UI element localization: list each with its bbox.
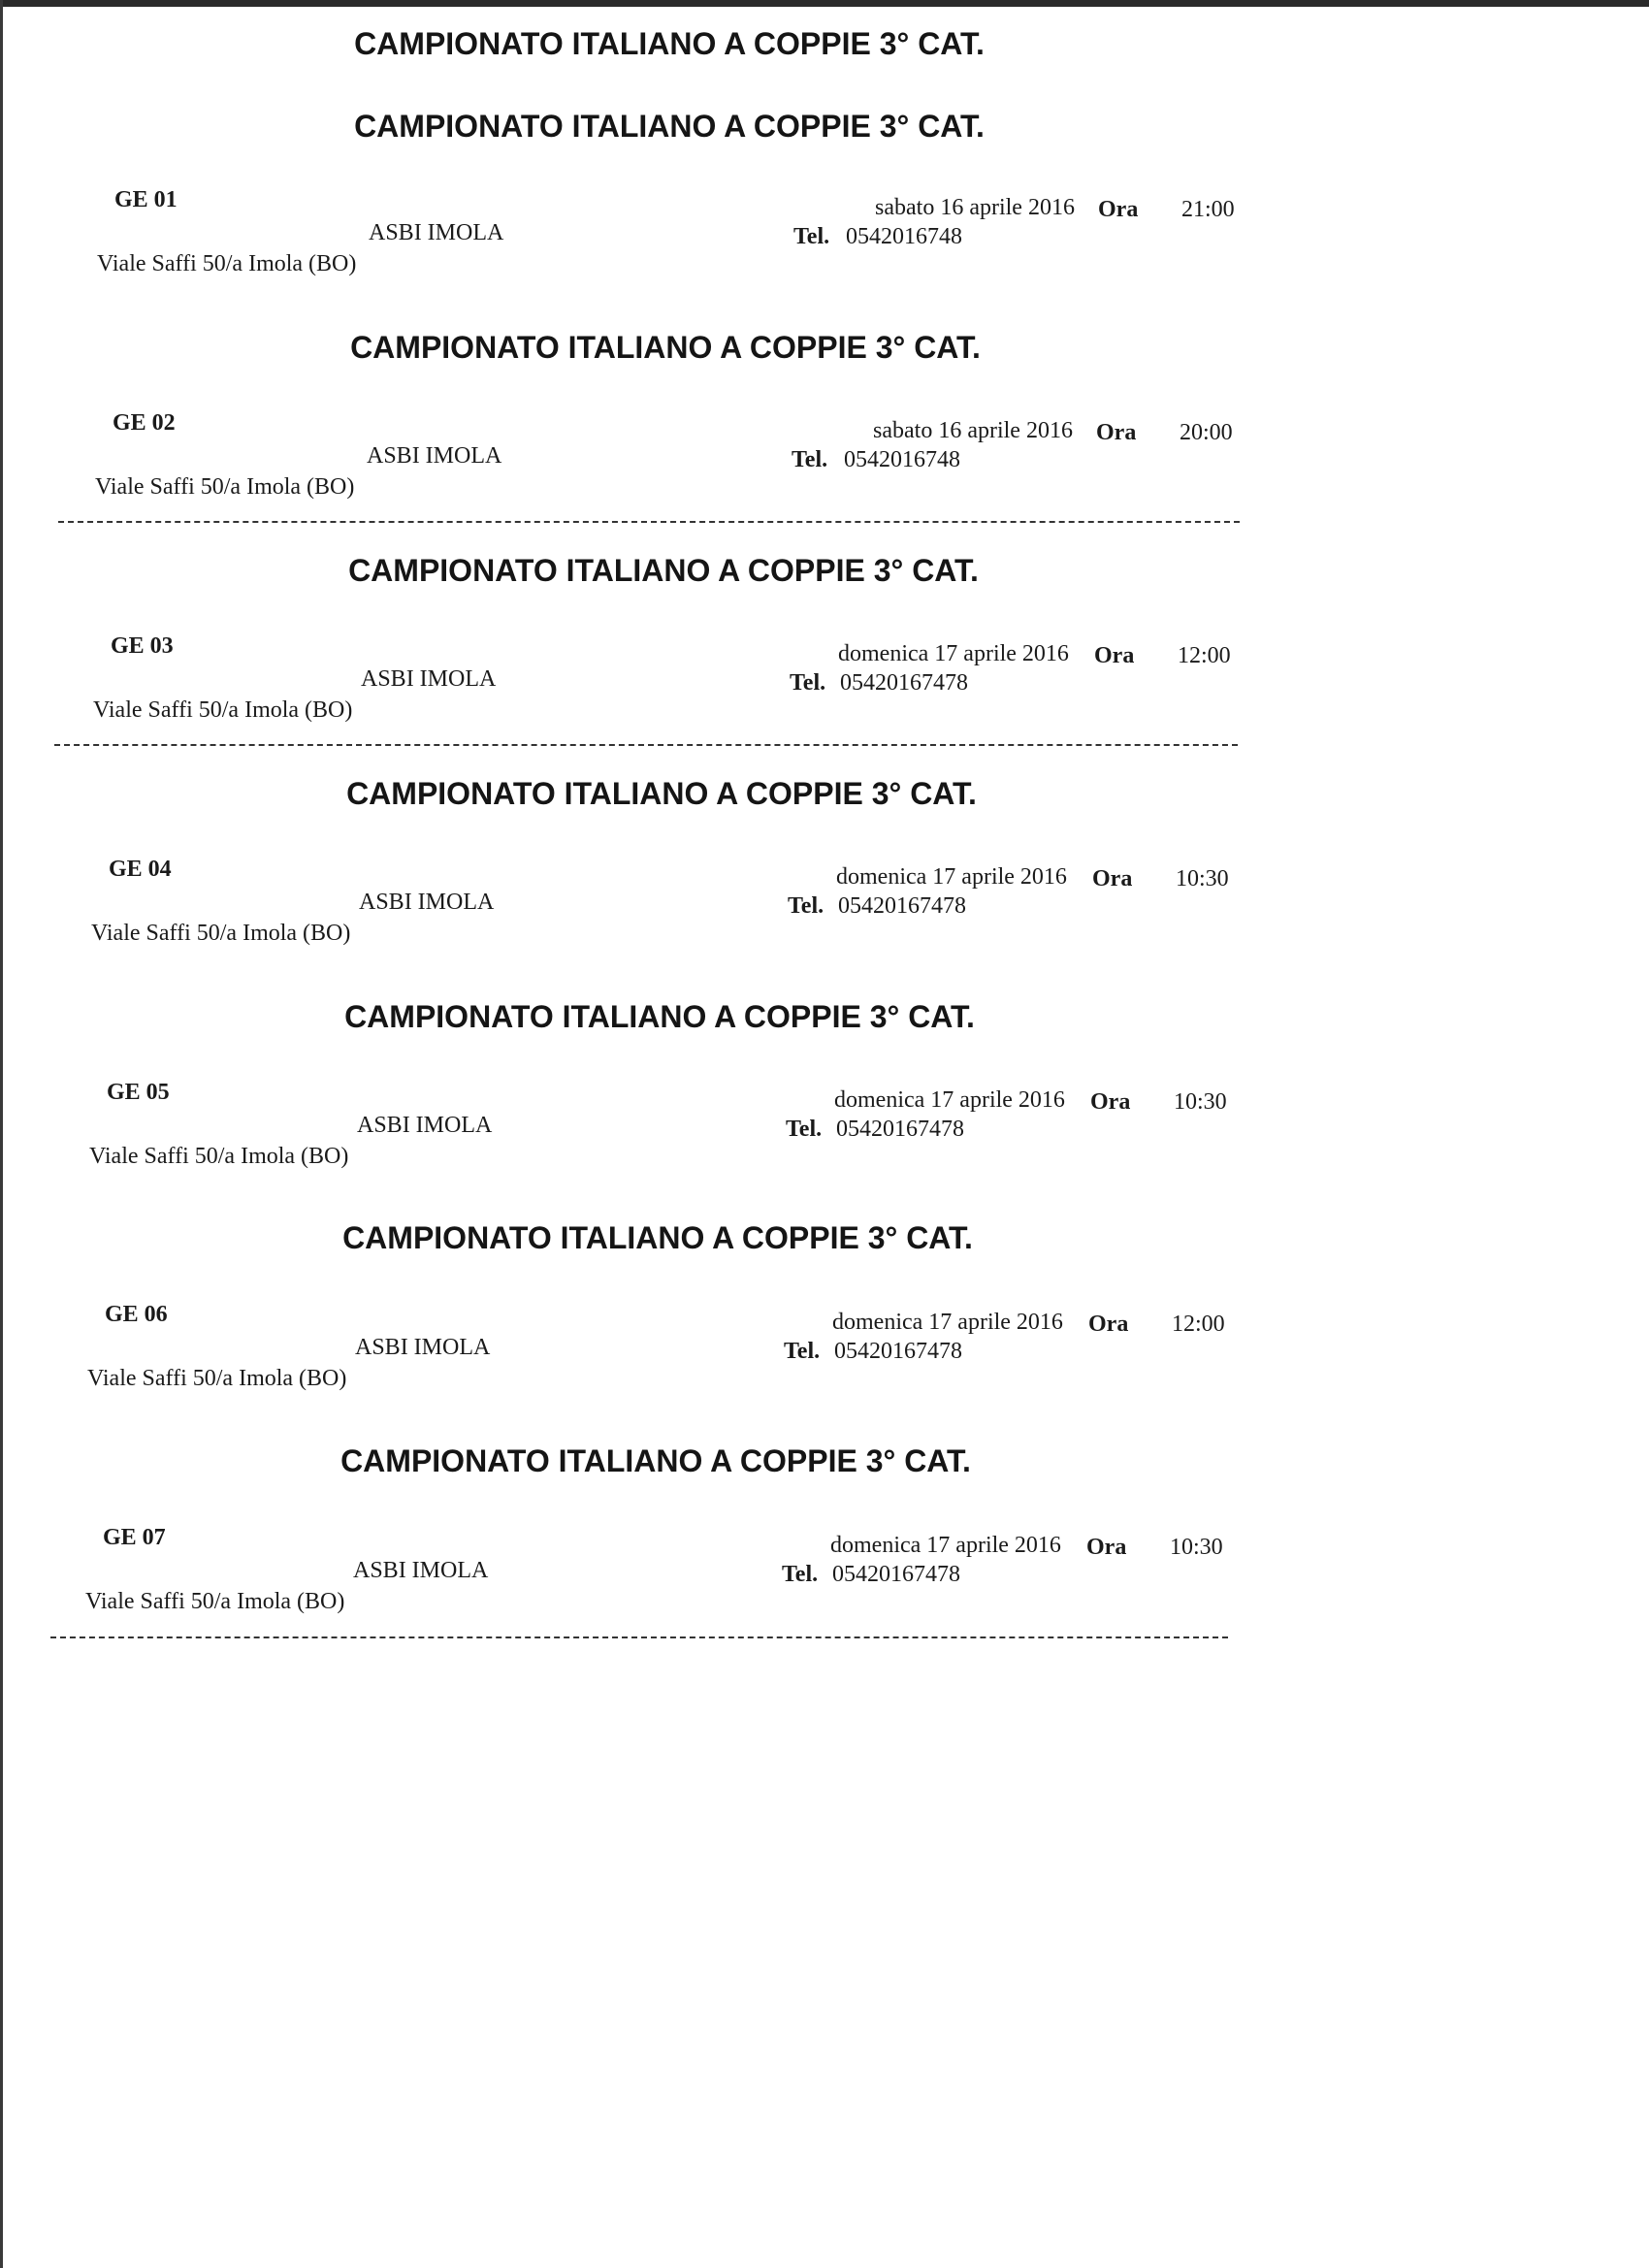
match-code: GE 07 bbox=[103, 1525, 166, 1550]
match-time: 10:30 bbox=[1170, 1535, 1223, 1560]
match-time: 21:00 bbox=[1181, 197, 1235, 222]
time-label: Ora bbox=[1088, 1312, 1129, 1337]
phone-label: Tel. bbox=[792, 447, 828, 472]
club-address: Viale Saffi 50/a Imola (BO) bbox=[91, 921, 351, 946]
club-address: Viale Saffi 50/a Imola (BO) bbox=[87, 1366, 347, 1391]
match-entry bbox=[0, 857, 1261, 973]
phone-label: Tel. bbox=[788, 893, 824, 919]
club-address: Viale Saffi 50/a Imola (BO) bbox=[97, 251, 357, 276]
match-time: 10:30 bbox=[1174, 1089, 1227, 1115]
phone-number: 05420167478 bbox=[838, 893, 966, 919]
time-label: Ora bbox=[1092, 866, 1133, 891]
club-name: ASBI IMOLA bbox=[355, 1335, 491, 1360]
match-code: GE 03 bbox=[111, 633, 174, 659]
match-time: 20:00 bbox=[1180, 420, 1233, 445]
phone-number: 05420167478 bbox=[836, 1117, 964, 1142]
section-title: CAMPIONATO ITALIANO A COPPIE 3° CAT. bbox=[346, 776, 977, 811]
phone-number: 0542016748 bbox=[846, 224, 962, 249]
phone-number: 05420167478 bbox=[834, 1339, 962, 1364]
club-name: ASBI IMOLA bbox=[353, 1558, 489, 1583]
dashed-divider bbox=[54, 744, 1238, 746]
club-name: ASBI IMOLA bbox=[359, 890, 495, 915]
phone-label: Tel. bbox=[786, 1117, 823, 1142]
match-time: 12:00 bbox=[1178, 643, 1231, 668]
phone-number: 05420167478 bbox=[832, 1562, 960, 1587]
phone-number: 0542016748 bbox=[844, 447, 960, 472]
club-address: Viale Saffi 50/a Imola (BO) bbox=[89, 1144, 349, 1169]
match-date: sabato 16 aprile 2016 bbox=[875, 195, 1075, 220]
match-date: domenica 17 aprile 2016 bbox=[834, 1087, 1065, 1113]
match-time: 10:30 bbox=[1176, 866, 1229, 891]
club-name: ASBI IMOLA bbox=[369, 220, 504, 245]
dashed-divider bbox=[58, 521, 1240, 523]
club-address: Viale Saffi 50/a Imola (BO) bbox=[95, 474, 355, 500]
club-name: ASBI IMOLA bbox=[367, 443, 502, 469]
time-label: Ora bbox=[1098, 197, 1139, 222]
match-code: GE 05 bbox=[107, 1080, 170, 1105]
time-label: Ora bbox=[1090, 1089, 1131, 1115]
match-entry bbox=[0, 1080, 1261, 1196]
phone-label: Tel. bbox=[790, 670, 826, 696]
section-title: CAMPIONATO ITALIANO A COPPIE 3° CAT. bbox=[350, 330, 981, 365]
section-title: CAMPIONATO ITALIANO A COPPIE 3° CAT. bbox=[344, 999, 975, 1034]
time-label: Ora bbox=[1096, 420, 1137, 445]
match-date: domenica 17 aprile 2016 bbox=[838, 641, 1069, 666]
match-entry bbox=[0, 633, 1261, 750]
club-address: Viale Saffi 50/a Imola (BO) bbox=[93, 697, 353, 723]
match-entry bbox=[0, 1525, 1261, 1641]
club-name: ASBI IMOLA bbox=[361, 666, 497, 692]
match-date: domenica 17 aprile 2016 bbox=[836, 864, 1067, 890]
club-address: Viale Saffi 50/a Imola (BO) bbox=[85, 1589, 345, 1614]
section-title: CAMPIONATO ITALIANO A COPPIE 3° CAT. bbox=[342, 1220, 973, 1255]
match-date: domenica 17 aprile 2016 bbox=[832, 1310, 1063, 1335]
page-title: CAMPIONATO ITALIANO A COPPIE 3° CAT. bbox=[354, 26, 985, 61]
phone-label: Tel. bbox=[784, 1339, 821, 1364]
time-label: Ora bbox=[1086, 1535, 1127, 1560]
match-date: domenica 17 aprile 2016 bbox=[830, 1533, 1061, 1558]
phone-label: Tel. bbox=[782, 1562, 819, 1587]
dashed-divider bbox=[50, 1636, 1228, 1638]
section-title: CAMPIONATO ITALIANO A COPPIE 3° CAT. bbox=[348, 553, 979, 588]
match-code: GE 02 bbox=[113, 410, 176, 436]
match-code: GE 01 bbox=[114, 187, 178, 212]
match-entry bbox=[0, 1302, 1261, 1418]
match-entry bbox=[0, 187, 1261, 304]
phone-label: Tel. bbox=[793, 224, 830, 249]
scan-edge-top bbox=[0, 0, 1649, 7]
section-title: CAMPIONATO ITALIANO A COPPIE 3° CAT. bbox=[340, 1443, 971, 1478]
match-code: GE 06 bbox=[105, 1302, 168, 1327]
match-date: sabato 16 aprile 2016 bbox=[873, 418, 1073, 443]
club-name: ASBI IMOLA bbox=[357, 1113, 493, 1138]
section-title: CAMPIONATO ITALIANO A COPPIE 3° CAT. bbox=[354, 109, 985, 144]
match-time: 12:00 bbox=[1172, 1312, 1225, 1337]
match-code: GE 04 bbox=[109, 857, 172, 882]
time-label: Ora bbox=[1094, 643, 1135, 668]
phone-number: 05420167478 bbox=[840, 670, 968, 696]
match-entry bbox=[0, 410, 1261, 527]
